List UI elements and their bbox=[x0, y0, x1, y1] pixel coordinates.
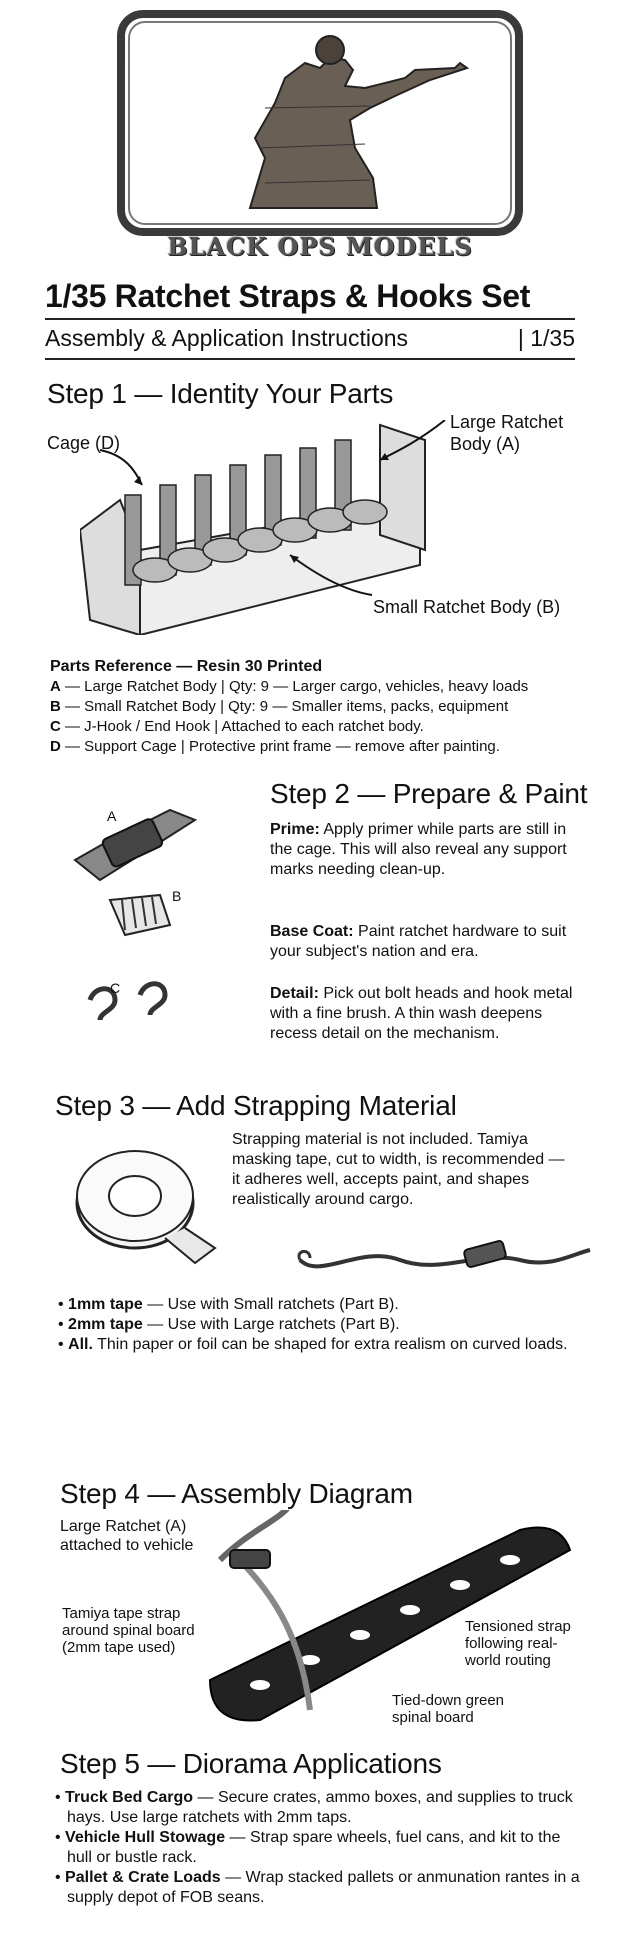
brand-logo bbox=[115, 8, 525, 238]
img-label-a: A bbox=[107, 808, 117, 824]
callout-large-ratchet: Large Ratchet (A) attached to vehicle bbox=[60, 1518, 194, 1554]
step5-heading: Step 5 — Diorama Applications bbox=[60, 1748, 442, 1779]
part-text: — J-Hook / End Hook | Attached to each ratchet body. bbox=[60, 718, 424, 735]
brand-name: BLACK OPS MODELS bbox=[167, 232, 473, 261]
part-code: C bbox=[50, 718, 61, 735]
prime-paragraph bbox=[270, 820, 590, 880]
basecoat-text: Paint ratchet hardware to suit your subject's nation and era. bbox=[270, 923, 567, 960]
list-item: • 1mm tape — Use with Small ratchets (Part B). bbox=[58, 1296, 399, 1313]
part-text: — Support Cage | Protective print frame — remove after painting. bbox=[60, 738, 500, 755]
callout-small: Small Ratchet Body (B) bbox=[373, 597, 561, 617]
step5-list bbox=[55, 1788, 585, 1908]
list-term: 2mm tape bbox=[68, 1316, 143, 1333]
img-label-c: C bbox=[110, 980, 121, 996]
tape-roll-illustration bbox=[65, 1138, 230, 1268]
callout-large-2: Body (A) bbox=[450, 434, 521, 454]
list-term: Pallet & Crate Loads bbox=[65, 1869, 221, 1886]
basecoat-paragraph bbox=[270, 922, 590, 962]
list-item: • Vehicle Hull Stowage — Strap spare wheels, fuel cans, and kit to the hull or bustle rack. bbox=[55, 1829, 561, 1866]
page-title: 1/35 Ratchet Straps & Hooks Set bbox=[45, 278, 531, 314]
cage-illustration bbox=[80, 420, 460, 635]
callout-cage: Cage (D) bbox=[47, 433, 121, 453]
divider bbox=[45, 318, 575, 320]
part-text: — Small Ratchet Body | Qty: 9 — Smaller items, packs, equipment bbox=[60, 698, 509, 715]
list-term: All. bbox=[68, 1336, 93, 1353]
strap-illustration bbox=[295, 1230, 595, 1290]
step3-list bbox=[58, 1295, 578, 1355]
step3-heading: Step 3 — Add Strapping Material bbox=[55, 1090, 457, 1121]
list-text: Thin paper or foil can be shaped for extra realism on curved loads. bbox=[92, 1336, 568, 1353]
callout-tape: Tamiya tape strap around spinal board (2mm tape used) bbox=[62, 1605, 195, 1656]
step3-intro: Strapping material is not included. Tamiya masking tape, cut to width, is recommended — it adheres well, accepts paint, and shapes realistically around cargo. bbox=[232, 1131, 565, 1208]
list-text: — Use with Small ratchets (Part B). bbox=[142, 1296, 399, 1313]
step1-heading: Step 1 — Identity Your Parts bbox=[47, 378, 394, 409]
callout-tensioned: Tensioned strap following real- world routing bbox=[465, 1618, 571, 1669]
list-item: • Truck Bed Cargo — Secure crates, ammo boxes, and supplies to truck hays. Use large ratchets with 2mm taps. bbox=[55, 1789, 573, 1826]
callout-tied-down: Tied-down green spinal board bbox=[392, 1692, 505, 1726]
divider bbox=[45, 358, 575, 360]
part-code: A bbox=[50, 678, 61, 695]
prime-label: Prime: bbox=[270, 821, 320, 838]
parts-heading: Parts Reference — Resin 30 Printed bbox=[50, 658, 323, 675]
parts-row bbox=[50, 697, 590, 717]
list-term: Truck Bed Cargo bbox=[65, 1789, 194, 1806]
list-term: 1mm tape bbox=[68, 1296, 143, 1313]
parts-row bbox=[50, 677, 590, 697]
subtitle: Assembly & Application Instructions bbox=[45, 325, 409, 351]
prime-text: Apply primer while parts are still in the cage. This will also reveal any support marks needing clean-up. bbox=[270, 821, 567, 878]
parts-row bbox=[50, 717, 590, 737]
subtitle-row bbox=[45, 325, 575, 352]
parts-reference bbox=[50, 657, 590, 757]
list-text: — Strap spare wheels, fuel cans, and kit to the hull or bustle rack. bbox=[67, 1829, 561, 1866]
step2-heading: Step 2 — Prepare & Paint bbox=[270, 778, 588, 809]
list-text: — Wrap stacked pallets or anmunation rantes in a supply depot of FOB seans. bbox=[67, 1869, 580, 1906]
detail-paragraph bbox=[270, 984, 590, 1044]
parts-illustrations bbox=[70, 800, 250, 1050]
parts-row bbox=[50, 737, 590, 757]
list-text: — Secure crates, ammo boxes, and supplies to truck hays. Use large ratchets with 2mm taps. bbox=[67, 1789, 573, 1826]
list-term: Vehicle Hull Stowage bbox=[65, 1829, 226, 1846]
basecoat-label: Base Coat: bbox=[270, 923, 354, 940]
part-text: — Large Ratchet Body | Qty: 9 — Larger cargo, vehicles, heavy loads bbox=[60, 678, 529, 695]
scale-label: | 1/35 bbox=[517, 325, 575, 351]
img-label-b: B bbox=[172, 888, 182, 904]
list-item: • All. Thin paper or foil can be shaped for extra realism on curved loads. bbox=[58, 1336, 568, 1353]
detail-label: Detail: bbox=[270, 985, 319, 1002]
step4-heading: Step 4 — Assembly Diagram bbox=[60, 1478, 413, 1509]
list-text: — Use with Large ratchets (Part B). bbox=[142, 1316, 400, 1333]
part-code: D bbox=[50, 738, 61, 755]
callout-large-1: Large Ratchet bbox=[450, 412, 564, 432]
list-item: • Pallet & Crate Loads — Wrap stacked pallets or anmunation rantes in a supply depot of FOB seans. bbox=[55, 1869, 580, 1906]
list-item: • 2mm tape — Use with Large ratchets (Part B). bbox=[58, 1316, 400, 1333]
part-code: B bbox=[50, 698, 61, 715]
detail-text: Pick out bolt heads and hook metal with a fine brush. A thin wash deepens recess detail on the mechanism. bbox=[270, 985, 573, 1042]
